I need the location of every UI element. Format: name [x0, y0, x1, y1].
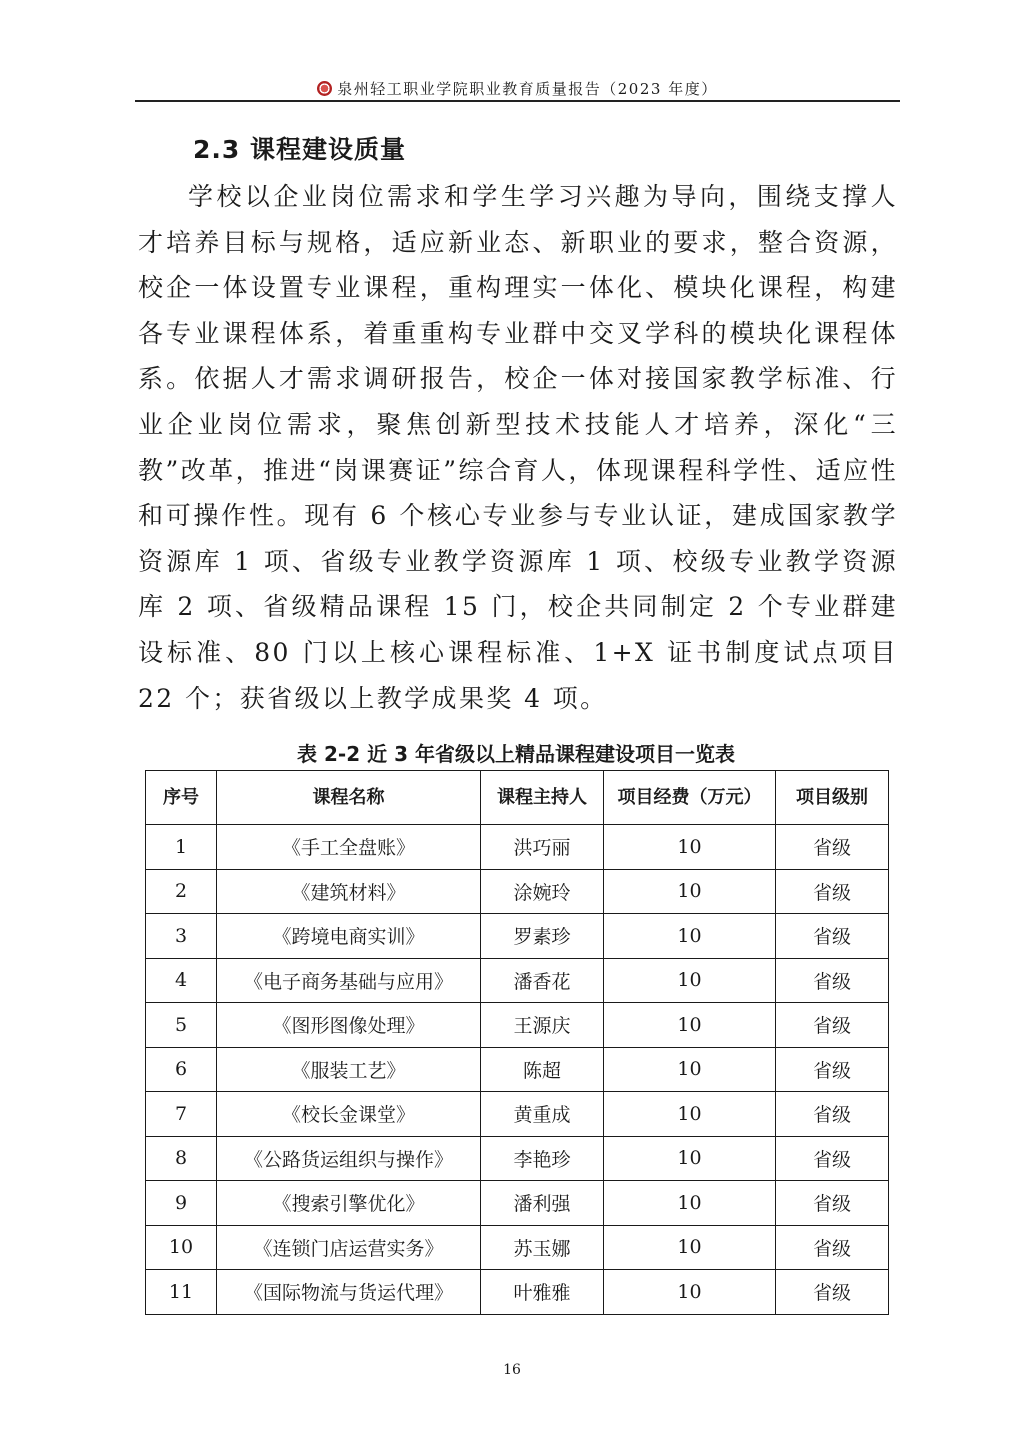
table-row	[146, 1270, 889, 1315]
cell-funding: 10	[604, 1181, 776, 1226]
page-number: 16	[503, 1362, 521, 1378]
cell-course-name: 《服装工艺》	[217, 1047, 481, 1092]
section-title: 2.3 课程建设质量	[193, 135, 406, 164]
cell-host: 苏玉娜	[481, 1225, 604, 1270]
cell-course-name: 《电子商务基础与应用》	[217, 958, 481, 1003]
table-row	[146, 825, 889, 870]
cell-level: 省级	[776, 914, 889, 959]
cell-level: 省级	[776, 1181, 889, 1226]
cell-level: 省级	[776, 1003, 889, 1048]
cell-level: 省级	[776, 1092, 889, 1137]
header-cell-course-name: 课程名称	[217, 771, 481, 825]
cell-course-name: 《手工全盘账》	[217, 825, 481, 870]
table-row	[146, 1092, 889, 1137]
course-table	[145, 770, 889, 1315]
school-logo-icon	[317, 81, 332, 96]
cell-level: 省级	[776, 1047, 889, 1092]
header-cell-funding: 项目经费（万元）	[604, 771, 776, 825]
header-title: 泉州轻工职业学院职业教育质量报告（2023 年度）	[337, 79, 718, 98]
cell-level: 省级	[776, 1225, 889, 1270]
cell-index: 1	[146, 825, 217, 870]
cell-funding: 10	[604, 958, 776, 1003]
cell-funding: 10	[604, 825, 776, 870]
cell-course-name: 《连锁门店运营实务》	[217, 1225, 481, 1270]
cell-index: 5	[146, 1003, 217, 1048]
page-header	[135, 76, 900, 100]
cell-host: 王源庆	[481, 1003, 604, 1048]
cell-course-name: 《跨境电商实训》	[217, 914, 481, 959]
table-row	[146, 958, 889, 1003]
cell-course-name: 《校长金课堂》	[217, 1092, 481, 1137]
table-row	[146, 1003, 889, 1048]
cell-funding: 10	[604, 1136, 776, 1181]
cell-funding: 10	[604, 914, 776, 959]
cell-level: 省级	[776, 825, 889, 870]
table-row	[146, 1225, 889, 1270]
cell-host: 潘香花	[481, 958, 604, 1003]
cell-host: 叶雅雅	[481, 1270, 604, 1315]
cell-course-name: 《建筑材料》	[217, 869, 481, 914]
cell-host: 潘利强	[481, 1181, 604, 1226]
cell-host: 洪巧丽	[481, 825, 604, 870]
body-paragraph: 学校以企业岗位需求和学生学习兴趣为导向，围绕支撑人才培养目标与规格，适应新业态、新职业的要求，整合资源，校企一体设置专业课程，重构理实一体化、模块化课程，构建各专业课程体系，着重重构专业群中交叉学科的模块化课程体系。依据人才需求调研报告，校企一体对接国家教学标准、行业企业岗位需求，聚焦创新型技术技能人才培养，深化“三教”改革，推进“岗课赛证”综合育人，体现课程科学性、适应性和可操作性。现有 6 个核心专业参与专业认证，建成国家教学资源库 1 项、省级专业教学资源库 1 项、校级专业教学资源库 2 项、省级精品课程 15 门，校企共同制定 2 个专业群建设标准、80 门以上核心课程标准、1+X 证书制度试点项目 22 个；获省级以上教学成果奖 4 项。	[138, 182, 898, 713]
header-divider	[135, 100, 900, 102]
cell-course-name: 《国际物流与货运代理》	[217, 1270, 481, 1315]
cell-index: 6	[146, 1047, 217, 1092]
table-row	[146, 914, 889, 959]
cell-index: 4	[146, 958, 217, 1003]
cell-index: 11	[146, 1270, 217, 1315]
cell-host: 黄重成	[481, 1092, 604, 1137]
cell-index: 7	[146, 1092, 217, 1137]
cell-course-name: 《搜索引擎优化》	[217, 1181, 481, 1226]
cell-index: 2	[146, 869, 217, 914]
table-row	[146, 1047, 889, 1092]
cell-host: 罗素珍	[481, 914, 604, 959]
cell-funding: 10	[604, 869, 776, 914]
cell-index: 9	[146, 1181, 217, 1226]
cell-host: 李艳珍	[481, 1136, 604, 1181]
cell-course-name: 《图形图像处理》	[217, 1003, 481, 1048]
cell-host: 涂婉玲	[481, 869, 604, 914]
cell-level: 省级	[776, 1270, 889, 1315]
cell-funding: 10	[604, 1047, 776, 1092]
cell-course-name: 《公路货运组织与操作》	[217, 1136, 481, 1181]
cell-funding: 10	[604, 1270, 776, 1315]
table-row	[146, 869, 889, 914]
cell-funding: 10	[604, 1225, 776, 1270]
cell-index: 3	[146, 914, 217, 959]
table-row	[146, 1181, 889, 1226]
table-row	[146, 1136, 889, 1181]
header-cell-level: 项目级别	[776, 771, 889, 825]
header-cell-host: 课程主持人	[481, 771, 604, 825]
cell-host: 陈超	[481, 1047, 604, 1092]
cell-index: 10	[146, 1225, 217, 1270]
cell-level: 省级	[776, 958, 889, 1003]
table-caption: 表 2-2 近 3 年省级以上精品课程建设项目一览表	[297, 742, 735, 766]
cell-level: 省级	[776, 1136, 889, 1181]
cell-index: 8	[146, 1136, 217, 1181]
cell-funding: 10	[604, 1003, 776, 1048]
table-header-row	[146, 771, 889, 825]
header-cell-index: 序号	[146, 771, 217, 825]
cell-level: 省级	[776, 869, 889, 914]
cell-funding: 10	[604, 1092, 776, 1137]
